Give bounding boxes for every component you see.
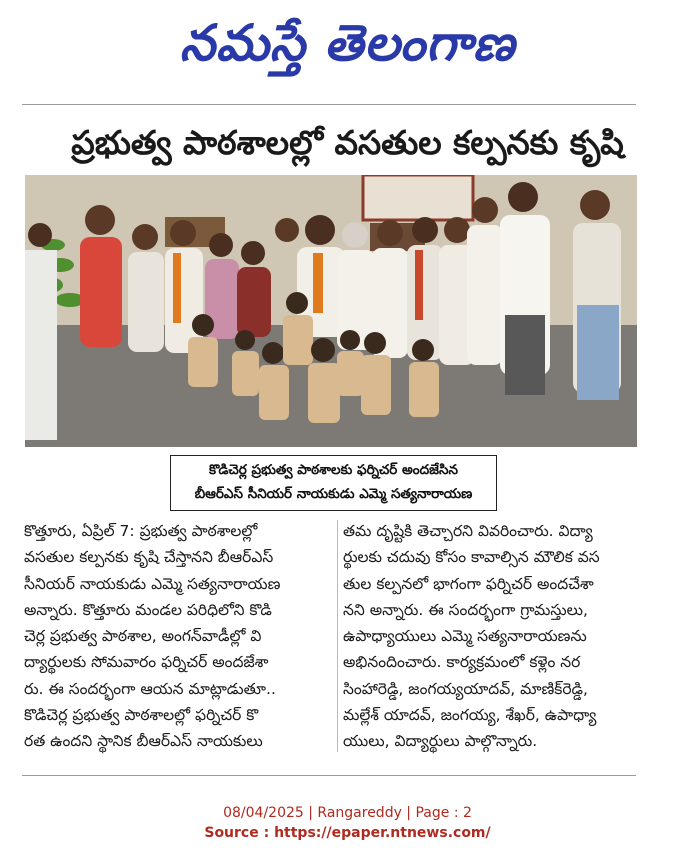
article-text-line: నని అన్నారు. ఈ సందర్భంగా గ్రామస్తులు,: [343, 600, 588, 619]
article-column-right: [343, 518, 643, 755]
article-text-line: సీనియర్ నాయకుడు ఎమ్మె సత్యనారాయణ: [24, 574, 281, 593]
article-text-line: రత ఉందని స్థానిక బీఆర్ఎస్ నాయకులు: [24, 732, 263, 751]
edition-info: 08/04/2025 | Rangareddy | Page : 2: [223, 805, 472, 821]
article-text-line: కొడిచెర్ల ప్రభుత్వ పాఠశాలల్లో ఫర్నిచర్ కొ: [24, 706, 259, 725]
article-text-line: సింహారెడ్డి, జంగయ్యయాదవ్, మాణిక్‌రెడ్డి,: [343, 679, 588, 698]
bottom-divider: [22, 775, 636, 776]
group-photo-illustration: [25, 175, 637, 447]
article-text-line: ఉపాధ్యాయులు ఎమ్మె సత్యనారాయణను: [343, 627, 587, 646]
article-text-line: అభినందించారు. కార్యక్రమంలో కళ్లెం నర: [343, 653, 581, 672]
column-divider: [337, 520, 338, 752]
caption-line-2: బీఆర్ఎస్ సీనియర్ నాయకుడు ఎమ్మె సత్యనారాయణ: [194, 486, 473, 502]
article-text-line: అన్నారు. కొత్తూరు మండల పరిధిలోని కొడి: [24, 600, 272, 619]
newspaper-masthead: నమస్తే తెలంగాణ: [179, 14, 516, 72]
article-text-line: రు. ఈ సందర్భంగా ఆయన మాట్లాడుతూ..: [24, 679, 276, 698]
caption-line-1: కొడిచెర్ల ప్రభుత్వ పాఠశాలకు ఫర్నిచర్ అందజేసిన: [208, 462, 458, 478]
article-column-left: [24, 518, 334, 755]
article-text-line: యులు, విద్యార్థులు పాల్గొన్నారు.: [343, 732, 538, 751]
article-text-line: తమ దృష్టికి తెచ్చారని వివరించారు. విద్యా: [343, 522, 593, 540]
article-text-line: కొత్తూరు, ఏప్రిల్ 7: ప్రభుత్వ పాఠశాలల్లో: [24, 522, 258, 540]
article-text-line: వసతుల కల్పనకు కృషి చేస్తానని బీఆర్ఎస్: [24, 548, 274, 567]
article-text-line: తుల కల్పనలో భాగంగా ఫర్నిచర్ అందచేశా: [343, 574, 594, 593]
article-text-line: మల్లేశ్ యాదవ్, జంగయ్య, శేఖర్, ఉపాధ్యా: [343, 706, 597, 725]
article-text-line: ర్థులకు చదువు కోసం కావాల్సిన మౌలిక వస: [343, 548, 600, 567]
article-text-line: చెర్ల ప్రభుత్వ పాఠశాల, అంగన్‌వాడీల్లో వి: [24, 627, 262, 646]
article-text-line: ద్యార్థులకు సోమవారం ఫర్నిచర్ అందజేశా: [24, 653, 269, 672]
photo-caption: [170, 455, 497, 511]
source-link[interactable]: Source : https://epaper.ntnews.com/: [204, 825, 491, 841]
top-divider: [22, 104, 636, 105]
article-photo: [25, 175, 637, 447]
article-headline: ప్రభుత్వ పాఠశాలల్లో వసతుల కల్పనకు కృషి: [71, 123, 624, 162]
